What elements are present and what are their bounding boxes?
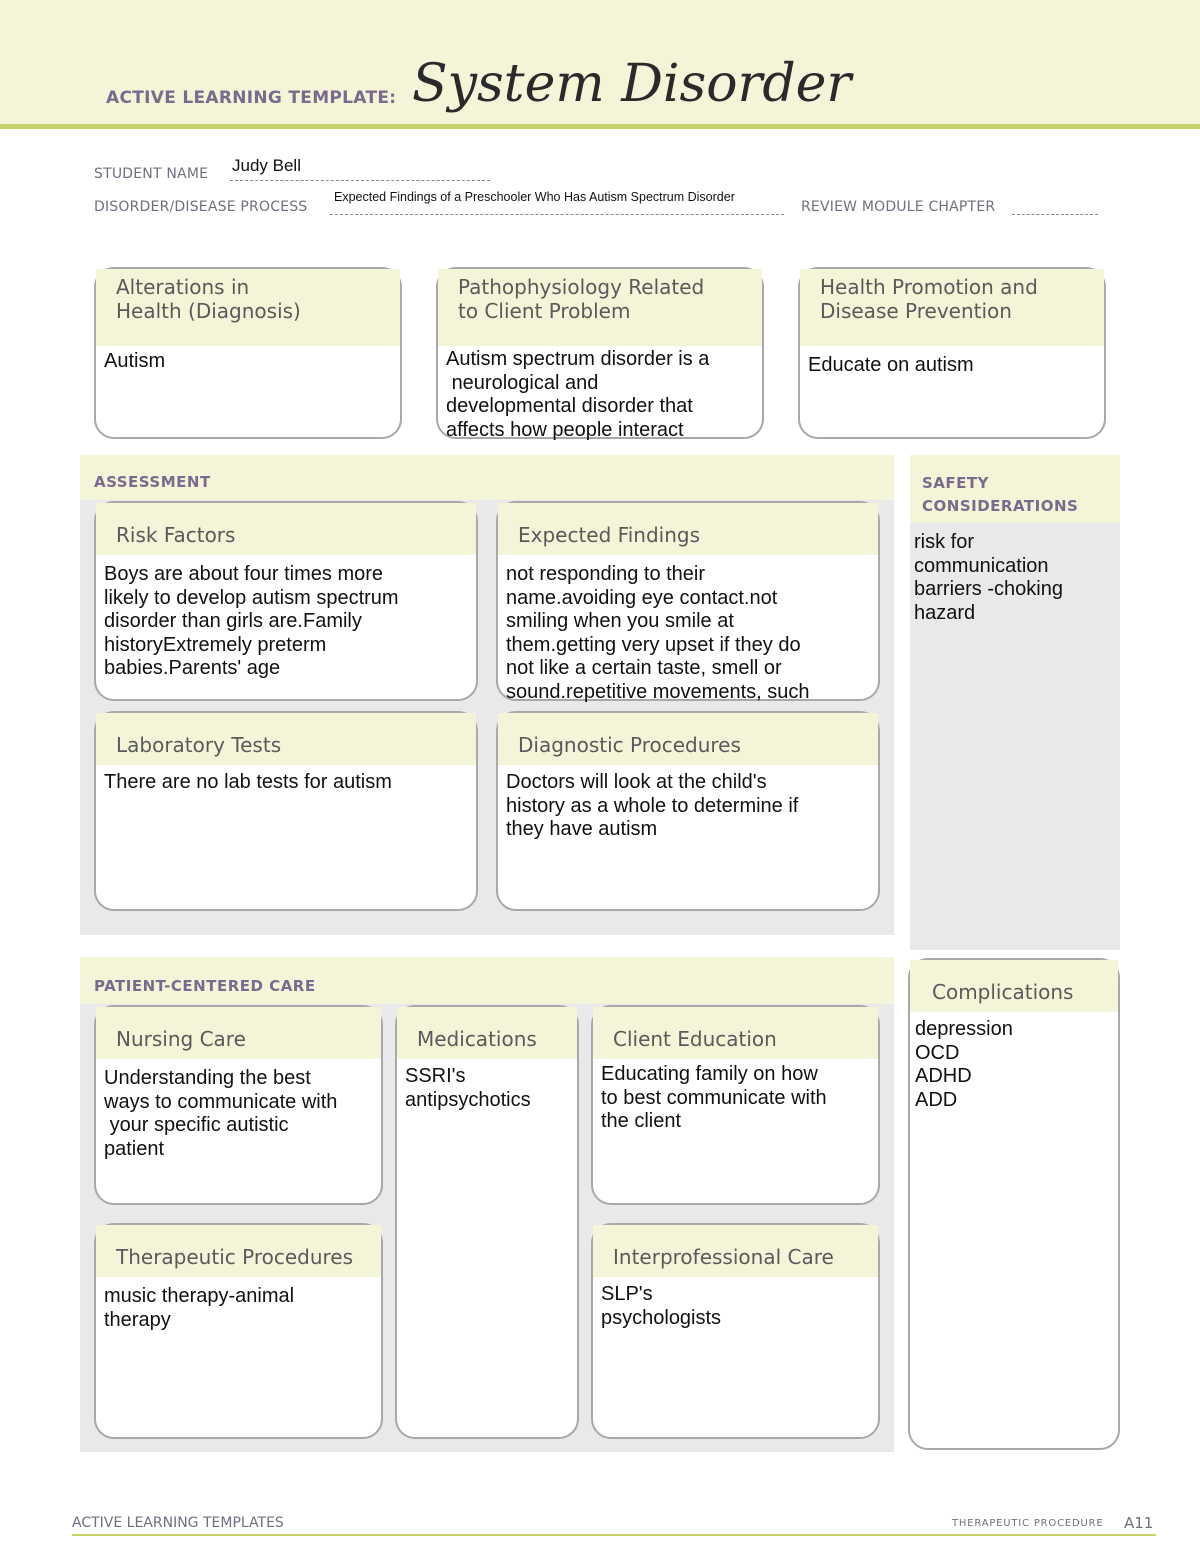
- alterations-title-line-1: Alterations in: [116, 275, 250, 299]
- disorder-label: DISORDER/DISEASE PROCESS: [94, 199, 308, 215]
- client-education-card: [591, 1005, 880, 1205]
- risk-factors-title: Risk Factors: [96, 503, 476, 555]
- patient-care-section-title: PATIENT-CENTERED CARE: [94, 977, 316, 995]
- page-title: System Disorder: [412, 54, 852, 114]
- student-name-label: STUDENT NAME: [94, 166, 209, 182]
- medications-card: [395, 1005, 579, 1439]
- risk-factors-card: [94, 501, 478, 701]
- therapeutic-procedures-card: [94, 1223, 383, 1439]
- medications-title: Medications: [397, 1007, 577, 1059]
- alterations-title-line-2: Health (Diagnosis): [116, 299, 301, 323]
- client-education-body[interactable]: Educating family on how to best communicate with the client: [601, 1063, 827, 1132]
- diagnostic-procedures-title: Diagnostic Procedures: [498, 713, 878, 765]
- assessment-section-title: ASSESSMENT: [94, 473, 211, 491]
- interprofessional-care-title: Interprofessional Care: [593, 1225, 878, 1277]
- therapeutic-procedures-title: Therapeutic Procedures: [96, 1225, 381, 1277]
- safety-body[interactable]: risk for communication barriers -choking hazard: [914, 531, 1063, 624]
- nursing-care-card: [94, 1005, 383, 1205]
- health-promotion-body[interactable]: Educate on autism: [808, 354, 974, 376]
- pathophysiology-title-line-1: Pathophysiology Related: [458, 275, 705, 299]
- pathophysiology-card-header: [438, 269, 762, 346]
- student-name-value[interactable]: Judy Bell: [232, 156, 301, 175]
- laboratory-tests-card: [94, 711, 478, 911]
- risk-factors-body[interactable]: Boys are about four times more likely to develop autism spectrum disorder than girls are.Family historyExtremely preterm babies.Parents' age: [104, 563, 399, 679]
- footer-right-label: THERAPEUTIC PROCEDURE: [952, 1518, 1104, 1529]
- safety-section: [910, 455, 1120, 950]
- alterations-body[interactable]: Autism: [104, 350, 166, 372]
- laboratory-tests-body[interactable]: There are no lab tests for autism: [104, 771, 392, 793]
- complications-body[interactable]: depression OCD ADHD ADD: [915, 1018, 1013, 1111]
- health-promotion-card-header: [800, 269, 1104, 346]
- health-promotion-title-line-1: Health Promotion and: [820, 275, 1038, 299]
- nursing-care-body[interactable]: Understanding the best ways to communicate with your specific autistic patient: [104, 1067, 338, 1160]
- diagnostic-procedures-body[interactable]: Doctors will look at the child's history as a whole to determine if they have autism: [506, 771, 799, 840]
- nursing-care-title: Nursing Care: [96, 1007, 381, 1059]
- pathophysiology-title-line-2: to Client Problem: [458, 299, 631, 323]
- template-label: ACTIVE LEARNING TEMPLATE:: [106, 88, 397, 108]
- safety-title-line-1: SAFETY: [922, 474, 989, 492]
- disorder-value[interactable]: Expected Findings of a Preschooler Who Has Autism Spectrum Disorder: [334, 190, 735, 204]
- diagnostic-procedures-card: [496, 711, 880, 911]
- interprofessional-care-body[interactable]: SLP's psychologists: [601, 1283, 722, 1329]
- medications-body[interactable]: SSRI's antipsychotics: [405, 1065, 531, 1111]
- therapeutic-procedures-body[interactable]: music therapy-animal therapy: [104, 1285, 295, 1331]
- alterations-card: [94, 267, 402, 439]
- footer-rule: [72, 1534, 1156, 1536]
- expected-findings-card: [496, 501, 880, 701]
- complications-title: Complications: [910, 960, 1118, 1012]
- expected-findings-body[interactable]: not responding to their name.avoiding eye contact.not smiling when you smile at them.getting very upset if they do not like a certain taste, smell or sound.repetitive movements, such: [506, 563, 810, 703]
- footer-page-number: A11: [1124, 1514, 1154, 1532]
- pathophysiology-body[interactable]: Autism spectrum disorder is a neurological and developmental disorder that affects how people interact: [446, 348, 710, 441]
- safety-title: [922, 472, 1078, 518]
- interprofessional-care-card: [591, 1223, 880, 1439]
- laboratory-tests-title: Laboratory Tests: [96, 713, 476, 765]
- expected-findings-title: Expected Findings: [498, 503, 878, 555]
- pathophysiology-card: [436, 267, 764, 439]
- complications-card: [908, 958, 1120, 1450]
- header-rule: [0, 124, 1200, 129]
- footer-left-label: ACTIVE LEARNING TEMPLATES: [72, 1515, 284, 1531]
- safety-title-line-2: CONSIDERATIONS: [922, 497, 1079, 515]
- client-education-title: Client Education: [593, 1007, 878, 1059]
- review-module-line: [1012, 200, 1098, 215]
- review-module-label: REVIEW MODULE CHAPTER: [801, 199, 996, 215]
- health-promotion-card: [798, 267, 1106, 439]
- alterations-card-header: [96, 269, 400, 346]
- health-promotion-title-line-2: Disease Prevention: [820, 299, 1012, 323]
